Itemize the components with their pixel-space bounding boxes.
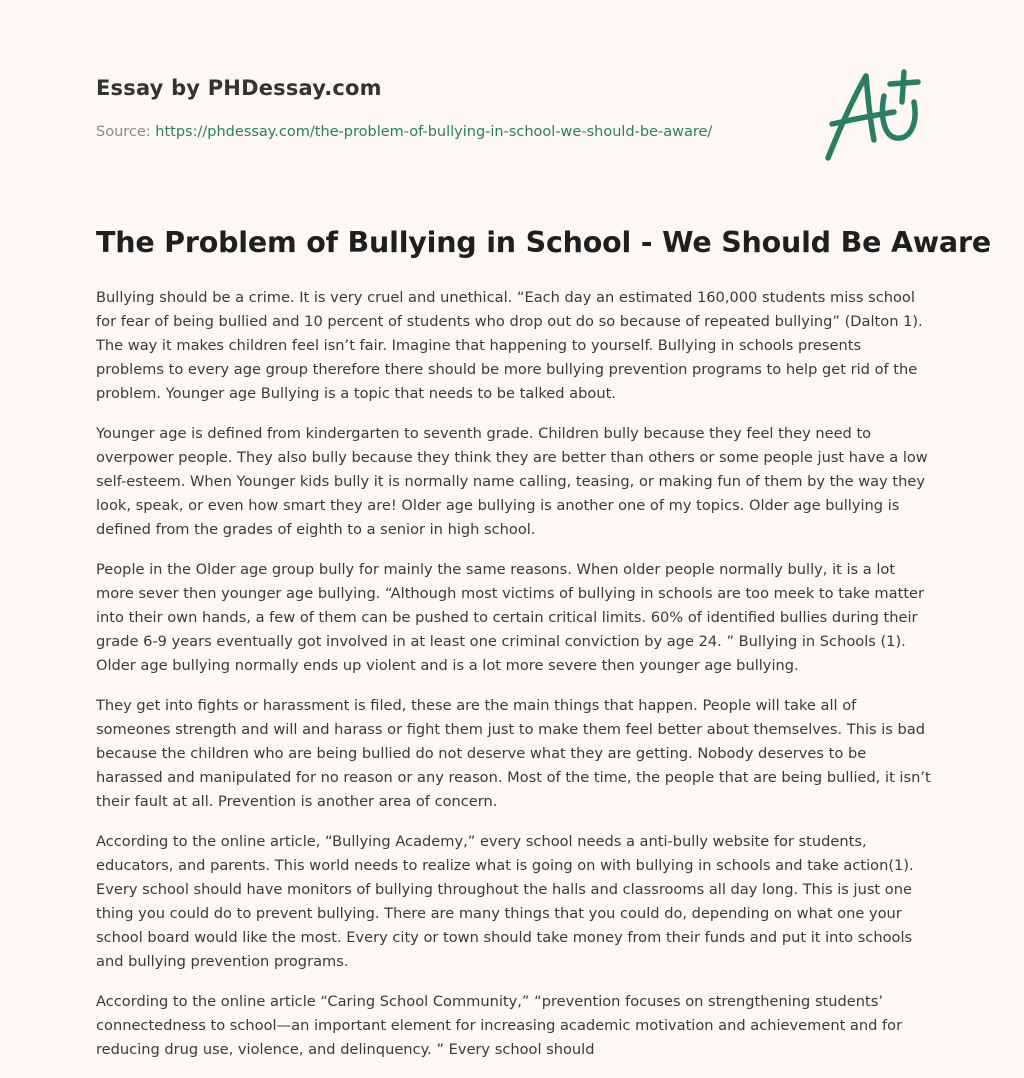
essay-title: The Problem of Bullying in School - We Should Be Aware [96, 226, 991, 259]
page-header [96, 76, 928, 140]
essay-paragraph: According to the online article “Caring School Community,” “prevention focuses on strengthening students’ connectedness to school—an important element for increasing academic motivation and achievement and for reducing drug use, violence, and delinquency. ” Every school should [96, 993, 903, 1058]
essay-paragraph: They get into fights or harassment is filed, these are the main things that happen. People will take all of someones strength and will and harass or fight them just to make them feel better about themselves. This is bad because the children who are being bullied do not deserve what they are getting. Nobody deserves to be harassed and manipulated for no reason or any reason. Most of the time, the people that are being bullied, it isn’t their fault at all. Prevention is another area of concern. [96, 697, 931, 810]
essay-paragraph: Bullying should be a crime. It is very cruel and unethical. “Each day an estimated 160,000 students miss school for fear of being bullied and 10 percent of students who drop out do so because of repeated bullying” (Dalton 1). The way it makes children feel isn’t fair. Imagine that happening to yourself. Bullying in schools presents problems to every age group therefore there should be more bullying prevention programs to help get rid of the problem. Younger age Bullying is a topic that needs to be talked about. [96, 289, 923, 402]
a-plus-logo-icon [818, 66, 930, 166]
source-line [96, 124, 712, 140]
essay-paragraph: People in the Older age group bully for mainly the same reasons. When older people normally bully, it is a lot more sever then younger age bullying. “Although most victims of bullying in schools are too meek to take matter into their own hands, a few of them can be pushed to certain critical limits. 60% of identified bullies during their grade 6-9 years eventually got involved in at least one criminal conviction by age 24. ” Bullying in Schools (1). Older age bullying normally ends up violent and is a lot more severe then younger age bullying. [96, 561, 925, 674]
essay-paragraph: According to the online article, “Bullying Academy,” every school needs a anti-bully website for students, educators, and parents. This world needs to realize what is going on with bullying in schools and take action(1). Every school should have monitors of bullying throughout the halls and classrooms all day long. This is just one thing you could do to prevent bullying. There are many things that you could do, depending on what one your school board would like the most. Every city or town should take money from their funds and put it into schools and bullying prevention programs. [96, 833, 914, 970]
brand-title: Essay by PHDessay.com [96, 76, 382, 100]
essay-body [96, 286, 932, 1078]
source-label: Source: [96, 124, 151, 140]
essay-paragraph: Younger age is defined from kindergarten to seventh grade. Children bully because they feel they need to overpower people. They also bully because they think they are better than others or some people just have a low self-esteem. When Younger kids bully it is normally name calling, teasing, or making fun of them by the way they look, speak, or even how smart they are! Older age bullying is another one of my topics. Older age bullying is defined from the grades of eighth to a senior in high school. [96, 425, 928, 538]
source-link[interactable]: https://phdessay.com/the-problem-of-bullying-in-school-we-should-be-aware/ [155, 124, 713, 140]
